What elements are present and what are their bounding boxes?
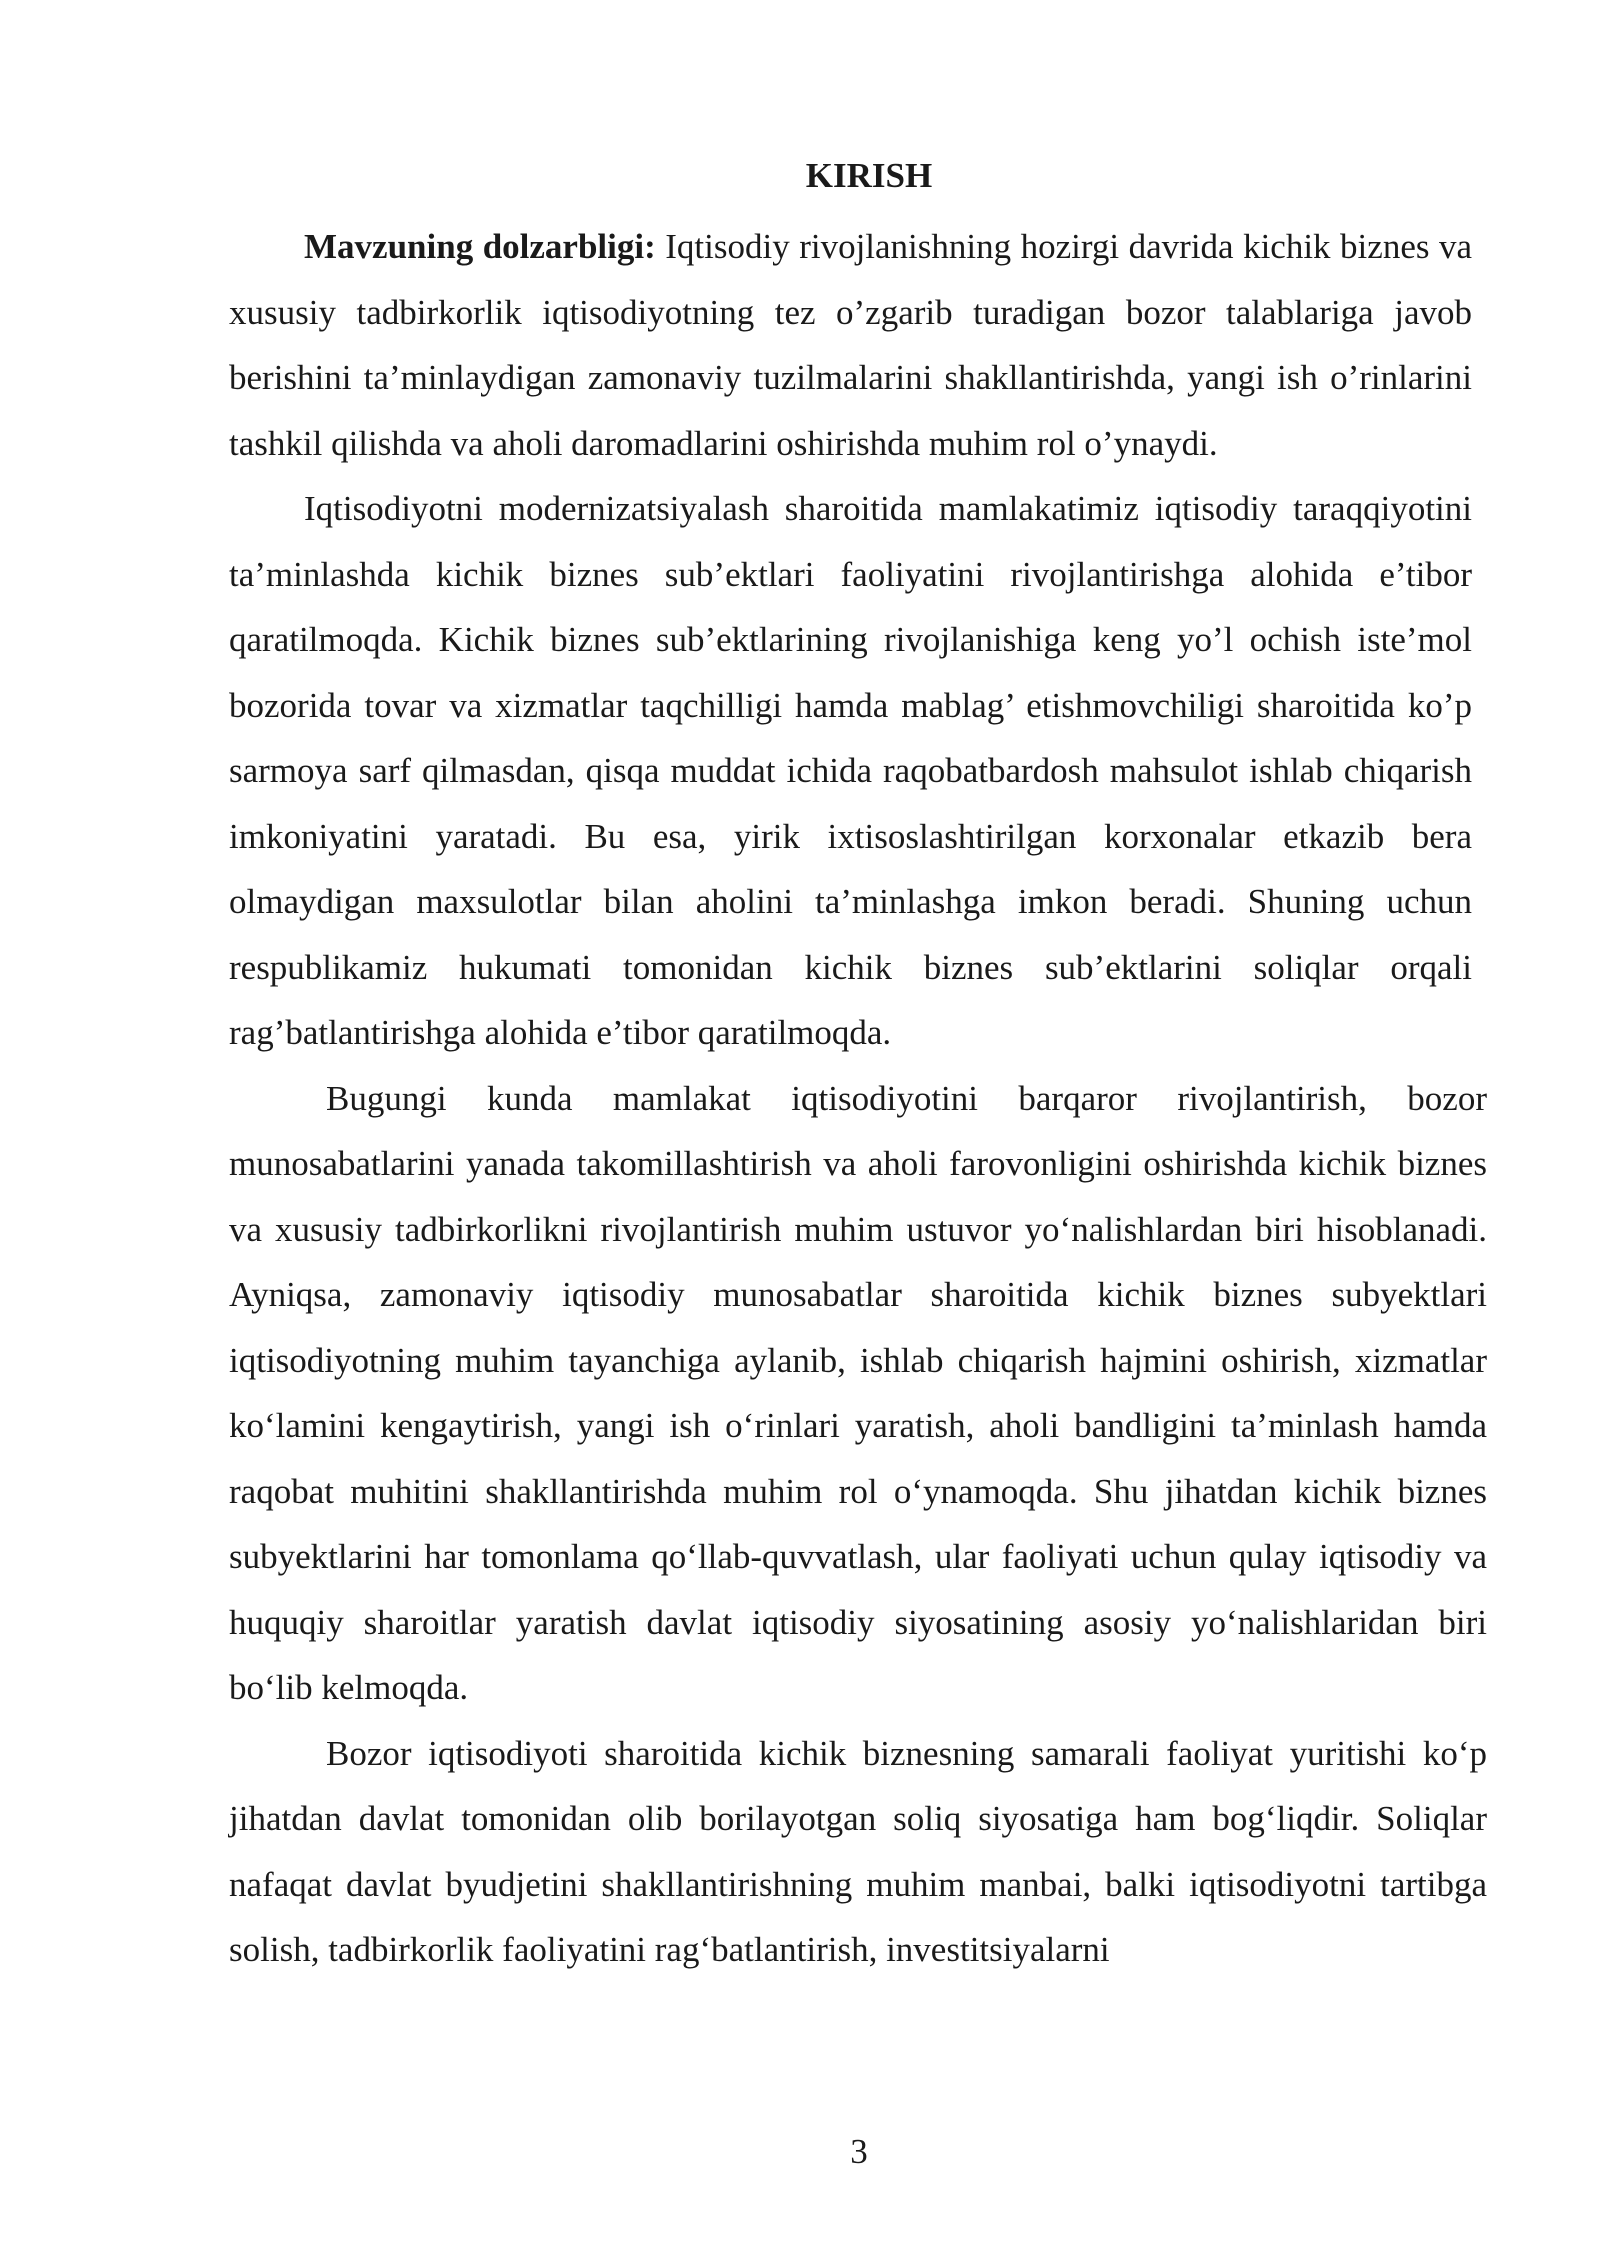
- paragraph-relevance: [229, 214, 1472, 476]
- paragraph-development: Bugungi kunda mamlakat iqtisodiyotini barqaror rivojlantirish, bozor munosabatlarini yanada takomillashtirish va aholi farovonligini oshirishda kichik biznes va xususiy tadbirkorlikni rivojlantirish muhim ustuvor yo‘nalishlardan biri hisoblanadi. Ayniqsa, zamonaviy iqtisodiy munosabatlar sharoitida kichik biznes subyektlari iqtisodiyotning muhim tayanchiga aylanib, ishlab chiqarish hajmini oshirish, xizmatlar ko‘lamini kengaytirish, yangi ish o‘rinlari yaratish, aholi bandligini ta’minlash hamda raqobat muhitini shakllantirishda muhim rol o‘ynamoqda. Shu jihatdan kichik biznes subyektlarini har tomonlama qo‘llab-quvvatlash, ular faoliyati uchun qulay iqtisodiy va huquqiy sharoitlar yaratish davlat iqtisodiy siyosatining asosiy yo‘nalishlaridan biri bo‘lib kelmoqda.: [229, 1078, 1487, 1707]
- document-page: [229, 150, 1487, 1983]
- section-title: KIRISH: [805, 156, 933, 195]
- paragraph-tax-policy: Bozor iqtisodiyoti sharoitida kichik biznesning samarali faoliyat yuritishi ko‘p jihatdan davlat tomonidan olib borilayotgan soliq siyosatiga ham bog‘liqdir. Soliqlar nafaqat davlat byudjetini shakllantirishning muhim manbai, balki iqtisodiyotni tartibga solish, tadbirkorlik faoliyatini rag‘batlantirish, investitsiyalarni: [229, 1733, 1487, 1969]
- relevance-lead: Mavzuning dolzarbligi:: [304, 227, 656, 266]
- relevance-text: Iqtisodiy rivojlanishning hozirgi davrida kichik biznes va xususiy tadbirkorlik iqtisodiyotning tez o’zgarib turadigan bozor talablariga javob berishini ta’minlaydigan zamonaviy tuzilmalarini shakllantirishda, yangi ish o’rinlarini tashkil qilishda va aholi daromadlarini oshirishda muhim rol o’ynaydi.: [229, 227, 1473, 463]
- page-number: 3: [850, 2132, 868, 2171]
- paragraph-modernization: Iqtisodiyotni modernizatsiyalash sharoitida mamlakatimiz iqtisodiy taraqqiyotini ta’minlashda kichik biznes sub’ektlari faoliyatini rivojlantirishga alohida e’tibor qaratilmoqda. Kichik biznes sub’ektlarining rivojlanishiga keng yo’l ochish iste’mol bozorida tovar va xizmatlar taqchilligi hamda mablag’ etishmovchiligi sharoitida ko’p sarmoya sarf qilmasdan, qisqa muddat ichida raqobatbardosh mahsulot ishlab chiqarish imkoniyatini yaratadi. Bu esa, yirik ixtisoslashtirilgan korxonalar etkazib bera olmaydigan maxsulotlar bilan aholini ta’minlashga imkon beradi. Shuning uchun respublikamiz hukumati tomonidan kichik biznes sub’ektlarini soliqlar orqali rag’batlantirishga alohida e’tibor qaratilmoqda.: [229, 489, 1472, 1052]
